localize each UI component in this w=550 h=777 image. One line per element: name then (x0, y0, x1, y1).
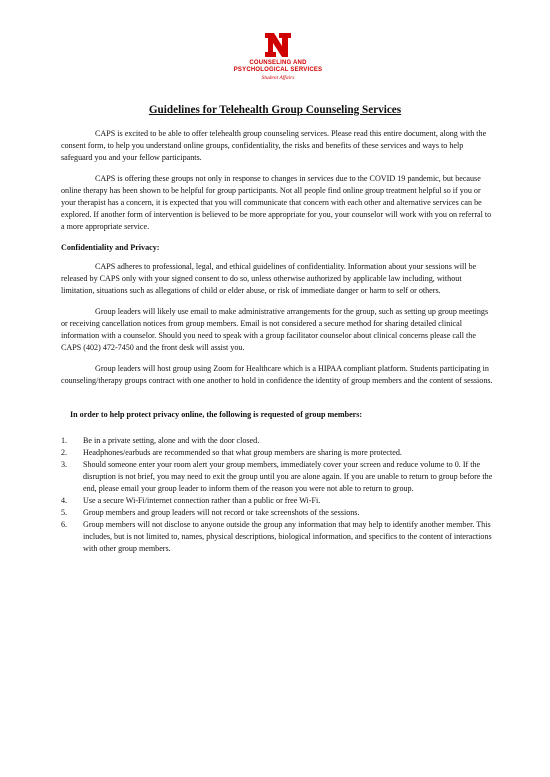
confidentiality-paragraph: Group leaders will host group using Zoom for Healthcare which is a HIPAA compliant platform. Students participating in counseling/therapy groups contract with one another to hold in confidence the identity of group members and the content of sessions. (61, 364, 493, 385)
list-number: 2. (61, 448, 68, 457)
list-text: Group members and group leaders will not record or take screenshots of the sessions. (83, 508, 360, 517)
logo-line-3: Student Affairs (261, 75, 295, 81)
list-text: Headphones/earbuds are recommended so that what group members are sharing is more protected. (83, 448, 402, 457)
list-item (61, 435, 493, 447)
list-item (61, 459, 493, 495)
caps-logo (228, 30, 328, 82)
nebraska-n-icon (263, 30, 293, 60)
page-title: Guidelines for Telehealth Group Counseling Services (148, 104, 402, 116)
list-text: Be in a private setting, alone and with the door closed. (83, 436, 260, 445)
intro-paragraph: CAPS is excited to be able to offer telehealth group counseling services. Please read this entire document, along with the consent form, to help you understand online groups, confidentiality, the risks and benefits of these services and ways to help safeguard you and your fellow participants. (61, 129, 487, 162)
intro-paragraph: CAPS is offering these groups not only in response to changes in services due to the COVID 19 pandemic, but because online therapy has been shown to be helpful for group participants. Not all people find online group treatment helpful so if you or your therapist has a concern, it is expected that you will communicate that concern with each other and alternative services can be explored. If another form of intervention is believed to be more appropriate for you, your counselor will work with you on referral to a more appropriate service. (61, 174, 492, 231)
list-number: 3. (61, 460, 68, 469)
list-item (61, 507, 493, 519)
list-item (61, 447, 493, 459)
list-item (61, 495, 493, 507)
logo-line-2: PSYCHOLOGICAL SERVICES (233, 67, 323, 73)
list-number: 4. (61, 496, 68, 505)
list-number: 1. (61, 436, 68, 445)
list-text: Use a secure Wi-Fi/internet connection rather than a public or free Wi-Fi. (83, 496, 321, 505)
list-item (61, 519, 493, 555)
privacy-request-heading: In order to help protect privacy online, the following is requested of group members: (70, 410, 363, 419)
list-text: Group members will not disclose to anyone outside the group any information that may help to identify another member. This includes, but is not limited to, names, physical descriptions, biological information, and specifics to the content of interactions with other group members. (83, 520, 492, 553)
confidentiality-paragraph: CAPS adheres to professional, legal, and ethical guidelines of confidentiality. Information about your sessions will be released by CAPS only with your signed consent to do so, unless otherwise authorized by applicable law including, without limitation, situations such as allegations of child or elder abuse, or risk of immediate danger or harm to self or others. (61, 262, 477, 295)
confidentiality-heading: Confidentiality and Privacy: (61, 243, 160, 252)
list-text: Should someone enter your room alert your group members, immediately cover your screen and reduce volume to 0. If the disruption is not brief, you may need to exit the group until you are alone again. If you are unable to return to group before the end, please email your group leader to inform them of the reason you were not able to return to group. (83, 460, 493, 493)
document-body (61, 128, 493, 555)
request-list (61, 435, 493, 555)
list-number: 6. (61, 520, 68, 529)
confidentiality-paragraph: Group leaders will likely use email to make administrative arrangements for the group, such as setting up group meetings or receiving cancellation notices from group members. Email is not considered a secure method for sharing detailed clinical information with a counselor. Should you need to speak with a group facilitator counselor about clinical concerns please call the CAPS (402) 472-7450 and the front desk will assist you. (61, 307, 489, 352)
list-number: 5. (61, 508, 68, 517)
logo-line-1: COUNSELING AND (249, 60, 307, 66)
